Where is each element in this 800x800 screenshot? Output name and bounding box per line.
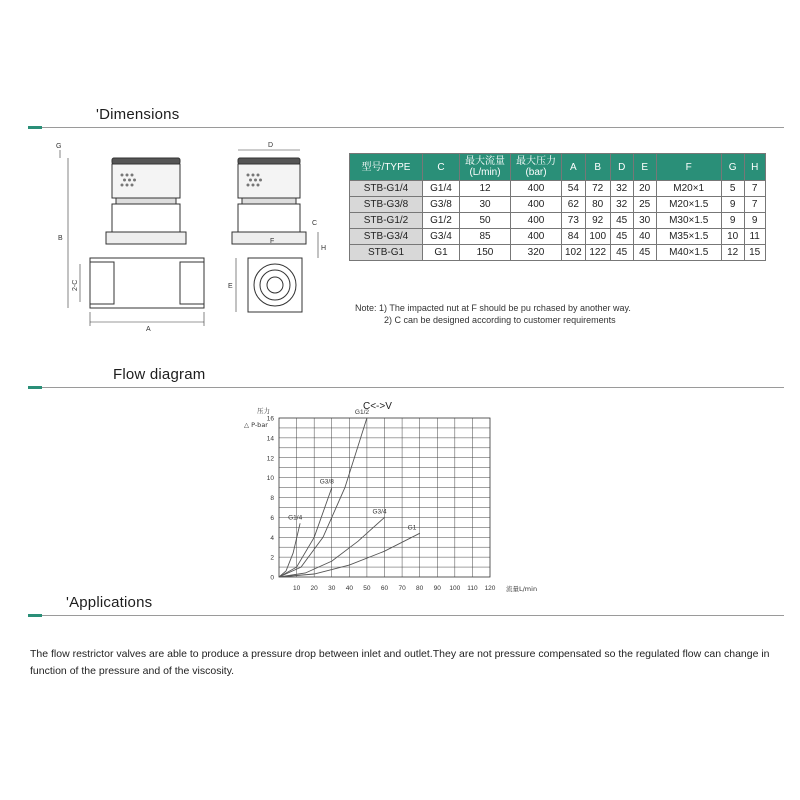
table-cell: 400 <box>511 197 562 213</box>
label-e: E <box>228 283 233 290</box>
y-tick-label: 2 <box>270 554 274 562</box>
x-tick-label: 70 <box>398 585 406 592</box>
side-knob-collar <box>116 198 176 204</box>
applications-rule <box>28 615 784 616</box>
y-tick-label: 6 <box>270 514 274 522</box>
label-g: G <box>56 143 62 150</box>
side-nut <box>112 204 180 232</box>
table-cell: 72 <box>585 181 610 197</box>
end-knob-collar <box>242 198 296 204</box>
table-cell: 50 <box>460 213 511 229</box>
table-cell: STB-G1/2 <box>350 213 423 229</box>
table-row <box>350 197 766 213</box>
table-cell: G1/2 <box>423 213 460 229</box>
y-tick-label: 14 <box>266 435 274 443</box>
end-knob-top <box>238 158 300 164</box>
spec-table-header-row <box>350 154 766 181</box>
side-body <box>90 258 204 308</box>
table-cell: 73 <box>562 213 586 229</box>
table-cell: 11 <box>744 229 765 245</box>
flow-diagram-title: Flow diagram <box>113 366 206 383</box>
applications-title: 'Applications <box>66 594 153 611</box>
valve-dimension-drawings <box>0 130 345 350</box>
series-label: G1 <box>407 524 417 532</box>
side-knob-body <box>112 164 180 198</box>
note-line-2: 2) C can be designed according to customer requirements <box>384 315 616 325</box>
series-label: G1/2 <box>354 409 370 416</box>
x-tick-label: 30 <box>328 585 336 592</box>
chart-title: C<->V <box>363 401 392 412</box>
table-cell: M40×1.5 <box>656 245 721 261</box>
side-hex-nut <box>106 232 186 244</box>
table-cell: STB-G1/4 <box>350 181 423 197</box>
x-tick-label: 60 <box>380 585 389 592</box>
label-d: D <box>268 142 274 149</box>
table-cell: 320 <box>511 245 562 261</box>
table-cell: 7 <box>744 197 765 213</box>
note-line-1: Note: 1) The impacted nut at F should be pu rchased by another way. <box>355 303 631 313</box>
table-cell: STB-G1 <box>350 245 423 261</box>
table-row <box>350 181 766 197</box>
table-cell: 7 <box>744 181 765 197</box>
chart-grid <box>279 418 490 577</box>
table-cell: 102 <box>562 245 586 261</box>
table-cell: 400 <box>511 181 562 197</box>
header-c: C <box>423 154 460 181</box>
chart-labels <box>267 409 496 592</box>
label-c: C <box>312 220 318 227</box>
table-cell: 54 <box>562 181 586 197</box>
table-cell: 45 <box>610 213 633 229</box>
y-tick-label: 4 <box>270 534 274 542</box>
series-label: G3/8 <box>319 478 334 486</box>
table-cell: G1/4 <box>423 181 460 197</box>
series-label: G1/4 <box>288 514 303 522</box>
y-axis-label: △ P-bar <box>244 421 268 429</box>
table-cell: 80 <box>585 197 610 213</box>
table-cell: 12 <box>460 181 511 197</box>
table-cell: 62 <box>562 197 586 213</box>
table-cell: 9 <box>721 197 744 213</box>
dimensions-rule <box>28 127 784 128</box>
label-a: A <box>146 326 151 333</box>
label-2c: 2-C <box>72 279 79 291</box>
label-b: B <box>58 235 63 242</box>
table-cell: 32 <box>610 181 633 197</box>
header-type: 型号/TYPE <box>350 154 423 181</box>
header-e: E <box>633 154 656 181</box>
header-a: A <box>562 154 586 181</box>
y-tick-label: 10 <box>266 475 274 483</box>
table-cell: 30 <box>633 213 656 229</box>
end-view-drawing <box>232 150 318 312</box>
y-axis-label-cn: 压力 <box>257 407 270 415</box>
header-g: G <box>721 154 744 181</box>
table-cell: 84 <box>562 229 586 245</box>
table-cell: STB-G3/4 <box>350 229 423 245</box>
x-tick-label: 40 <box>345 585 353 592</box>
table-cell: STB-G3/8 <box>350 197 423 213</box>
header-f: F <box>656 154 721 181</box>
dimensions-accent <box>28 126 42 129</box>
x-tick-label: 100 <box>449 585 461 592</box>
header-d: D <box>610 154 633 181</box>
table-cell: 10 <box>721 229 744 245</box>
table-cell: 9 <box>721 213 744 229</box>
table-cell: 92 <box>585 213 610 229</box>
table-cell: G3/8 <box>423 197 460 213</box>
x-tick-label: 110 <box>467 585 478 592</box>
y-tick-label: 16 <box>266 415 274 423</box>
table-cell: 5 <box>721 181 744 197</box>
table-cell: M35×1.5 <box>656 229 721 245</box>
end-body <box>248 258 302 312</box>
side-knob-top <box>112 158 180 164</box>
header-h: H <box>744 154 765 181</box>
table-cell: 15 <box>744 245 765 261</box>
end-nut <box>238 204 300 232</box>
table-cell: 150 <box>460 245 511 261</box>
x-tick-label: 90 <box>433 585 441 592</box>
label-h: H <box>321 245 327 252</box>
table-cell: G1 <box>423 245 460 261</box>
y-tick-label: 12 <box>266 455 274 463</box>
x-tick-label: 120 <box>484 585 496 592</box>
header-max-flow: 最大流量 (L/min) <box>460 154 511 181</box>
header-max-pressure: 最大压力 (bar) <box>511 154 562 181</box>
x-tick-label: 10 <box>292 585 301 592</box>
flow-accent <box>28 386 42 389</box>
table-row <box>350 245 766 261</box>
y-tick-label: 0 <box>270 574 274 582</box>
spec-table <box>349 153 766 261</box>
table-cell: 45 <box>633 245 656 261</box>
table-cell: 25 <box>633 197 656 213</box>
table-cell: 400 <box>511 213 562 229</box>
table-cell: 400 <box>511 229 562 245</box>
y-tick-label: 8 <box>270 495 274 502</box>
x-axis-label: 流量L/min <box>506 585 538 593</box>
applications-paragraph: The flow restrictor valves are able to produce a pressure drop between inlet and outlet.They are not pressure compensated so the regulated flow can change in function of the pressure and of the viscosity. <box>30 648 770 677</box>
flow-pressure-chart <box>0 395 560 595</box>
dimensions-title: 'Dimensions <box>96 106 180 123</box>
x-tick-label: 80 <box>416 585 424 592</box>
table-cell: 32 <box>610 197 633 213</box>
label-f: F <box>270 238 275 245</box>
series-line-G3-8 <box>279 488 332 577</box>
series-label: G3/4 <box>372 508 387 516</box>
table-cell: M20×1.5 <box>656 197 721 213</box>
table-row <box>350 213 766 229</box>
side-view-drawing <box>60 150 204 326</box>
table-cell: 85 <box>460 229 511 245</box>
end-hex-nut <box>232 232 306 244</box>
table-cell: 30 <box>460 197 511 213</box>
table-cell: 9 <box>744 213 765 229</box>
table-cell: 45 <box>610 245 633 261</box>
end-knob-body <box>238 164 300 198</box>
x-tick-label: 50 <box>363 585 371 592</box>
applications-accent <box>28 614 42 617</box>
x-tick-label: 20 <box>310 585 318 592</box>
table-cell: 100 <box>585 229 610 245</box>
table-cell: 45 <box>610 229 633 245</box>
header-b: B <box>585 154 610 181</box>
table-cell: 20 <box>633 181 656 197</box>
table-cell: 122 <box>585 245 610 261</box>
table-cell: M20×1 <box>656 181 721 197</box>
table-cell: M30×1.5 <box>656 213 721 229</box>
flow-rule <box>28 387 784 388</box>
table-cell: G3/4 <box>423 229 460 245</box>
table-cell: 12 <box>721 245 744 261</box>
table-cell: 40 <box>633 229 656 245</box>
table-row <box>350 229 766 245</box>
